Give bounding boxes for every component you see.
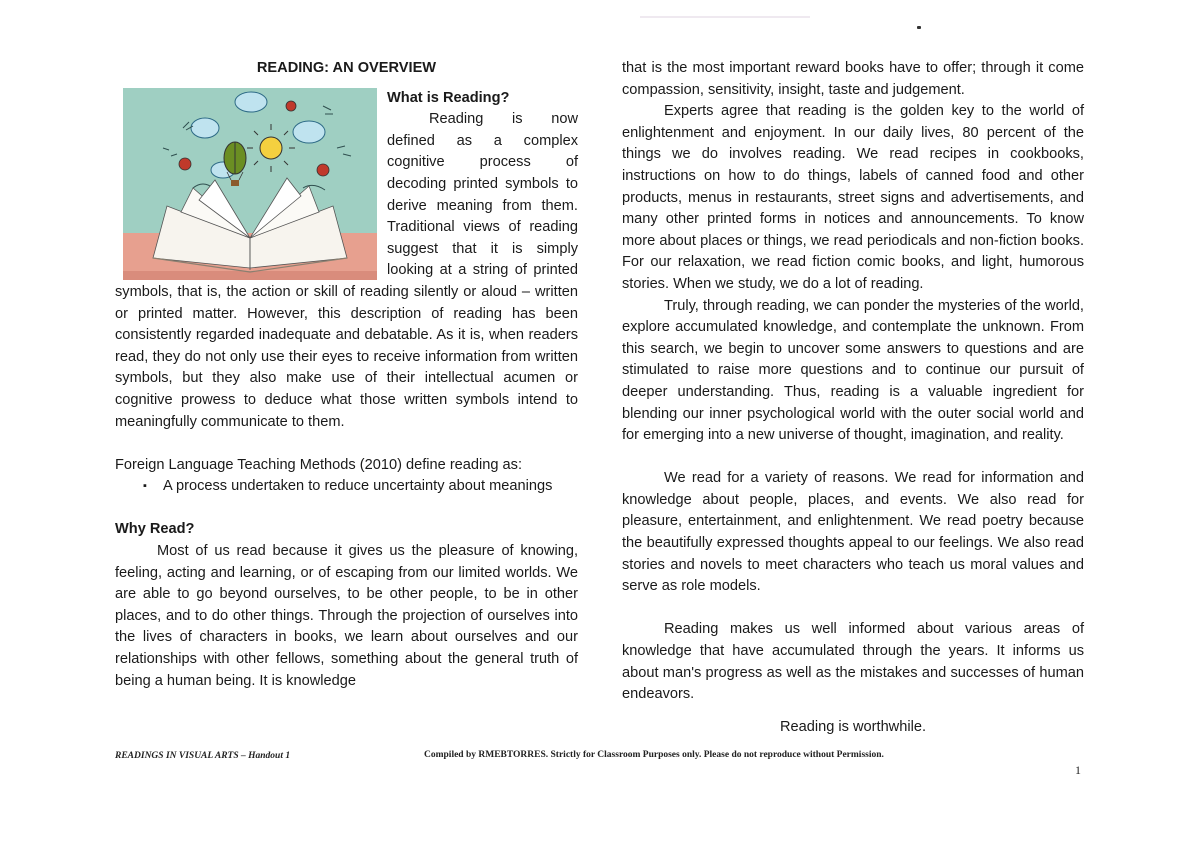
footer-course-title: READINGS IN VISUAL ARTS – Handout 1	[115, 751, 291, 761]
page-number: 1	[1075, 763, 1081, 777]
well-informed-paragraph: Reading makes us well informed about various areas of knowledge that have accumulated through the years. It informs us about man's progress as well as the mistakes and successes of human endeavors.	[622, 621, 1084, 703]
bullet-icon: ▪	[143, 480, 147, 493]
golden-key-paragraph: Experts agree that reading is the golden key to the world of enlightenment and enjoyment. In our daily lives, 80 percent of the things we do involves reading. We read recipes in cookbooks, instructions on how to do things, labels of canned food and other products, menus in restaurants, street signs and advertisements, and many other printed forms in notices and announcements. To know more about places or things, we read periodicals and non-fiction books. For our relaxation, we read fiction comic books, and light, humorous stories. When we study, we do a lot of reading.	[622, 103, 1084, 292]
why-read-paragraph: Most of us read because it gives us the pleasure of knowing, feeling, acting and learning, or of escaping from our limited worlds. We are able to go beyond ourselves, to be other people, to be in other places, and to do other things. Through the projection of ourselves into the lives of characters in books, we learn about ourselves and our relationships with other fellows, something about the general truth of being a human being. It is knowledge	[115, 543, 578, 689]
ponder-mysteries-paragraph: Truly, through reading, we can ponder the mysteries of the world, explore accumulated knowledge, and contemplate the unknown. From this search, we begin to uncover some answers to questions and are stimulated to raise more questions and to continue our pursuit of deeper understanding. Thus, reading is a valuable ingredient for blending our inner psychological world with the outer social world and for emerging into a new universe of thought, imagination, and reality.	[622, 297, 1084, 444]
closing-line: Reading is worthwhile.	[779, 718, 926, 735]
footer-compiled-notice: Compiled by RMEBTORRES. Strictly for Classroom Purposes only. Please do not reproduce without Permission.	[424, 750, 884, 760]
open-book-illustration-icon	[123, 88, 377, 280]
what-is-reading-heading: What is Reading?	[387, 89, 510, 106]
why-read-heading: Why Read?	[115, 521, 195, 538]
scan-artifact-line	[640, 16, 810, 18]
list-item-text: A process undertaken to reduce uncertainty about meanings	[163, 478, 553, 495]
ftm-definition-intro: Foreign Language Teaching Methods (2010) define reading as:	[115, 456, 523, 473]
reasons-paragraph: We read for a variety of reasons. We read for information and knowledge about people, places, and events. We also read for pleasure, entertainment, and enlightenment. We read poetry because the beautifully expressed thoughts appeal to our feelings. We also read stories and novels to meet characters who teach us moral values and serve as role models.	[622, 470, 1084, 595]
list-item	[143, 476, 578, 498]
page-title: READING: AN OVERVIEW	[256, 60, 437, 76]
definition-list	[115, 476, 578, 498]
scan-speck	[917, 26, 921, 29]
left-column	[115, 58, 578, 692]
what-is-reading-paragraph: Reading is now defined as a complex cognitive process of decoding printed symbols to derive meaning from them. Traditional views of reading suggest that it is simply looking at a string of printed symbols, that is, the action or skill of reading silently or aloud – written or printed matter. However, this description of reading has been consistently regarded inadequate and debatable. As it is, when readers read, they do not only use their eyes to receive information from written symbols, but they also make use of their intellectual acumen or cognitive prowess to deduce what those written symbols intend to meaningfully communicate to them.	[115, 111, 578, 430]
continued-paragraph: that is the most important reward books have to offer; through it come compassion, sensitivity, insight, taste and judgement.	[622, 60, 1084, 98]
right-column	[622, 58, 1084, 738]
